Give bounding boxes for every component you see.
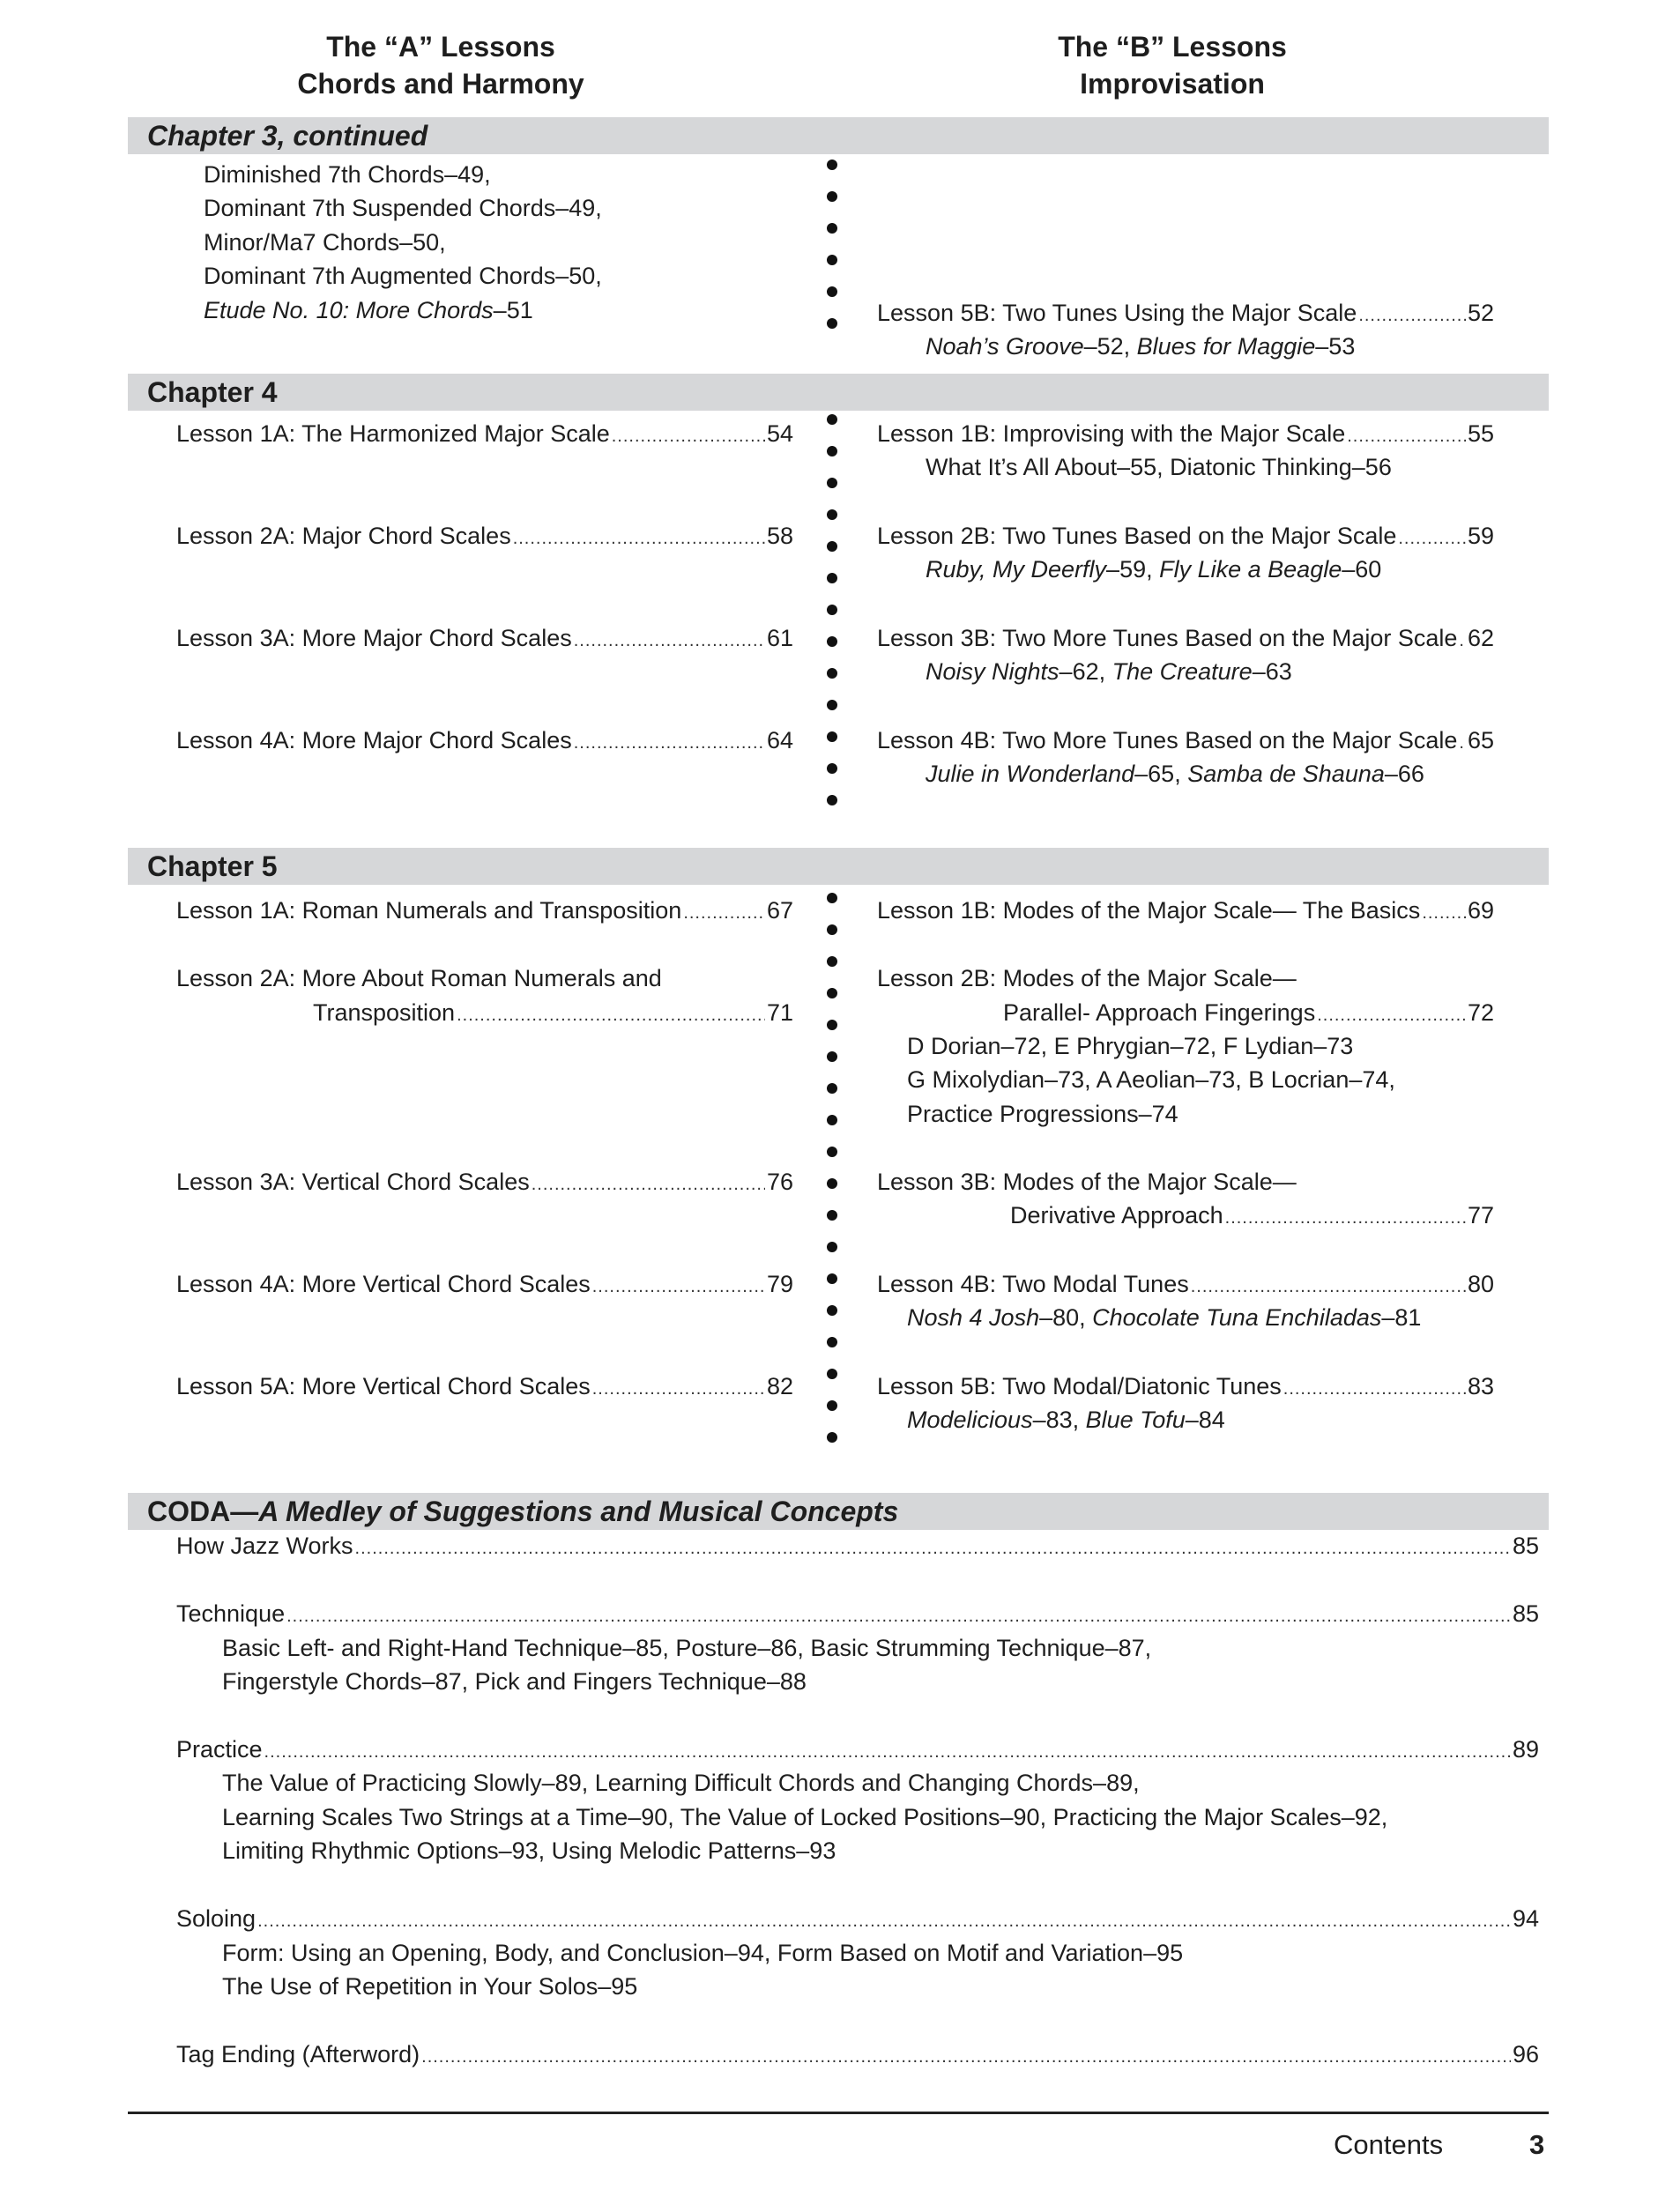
- toc-entry-title: Lesson 1B: Improvising with the Major Scale: [877, 420, 1346, 447]
- toc-entry-page: 65: [1467, 727, 1494, 753]
- practice-sub-2: Learning Scales Two Strings at a Time–90, The Value of Locked Positions–90, Practicing the Major Scales–92,: [222, 1804, 1388, 1830]
- divider-dot: [827, 763, 837, 774]
- column-a-header-line2: Chords and Harmony: [297, 68, 584, 100]
- tune-page: –81: [1381, 1304, 1422, 1331]
- dot-leader: [1398, 519, 1466, 553]
- dot-leader: [355, 1529, 1511, 1563]
- divider-dot: [827, 1432, 837, 1443]
- toc-entry-title: Tag Ending (Afterword): [176, 2041, 420, 2067]
- toc-entry-title: Lesson 4B: Two Modal Tunes: [877, 1271, 1189, 1297]
- tune-title: Fly Like a Beagle: [1159, 556, 1342, 583]
- divider-dot: [827, 636, 837, 647]
- chapter-3-title-main: Chapter 3,: [147, 120, 286, 152]
- ch5-b-lesson-3b[interactable]: [1010, 1199, 1494, 1232]
- dot-leader: [1191, 1267, 1466, 1301]
- footer-page-number: 3: [1529, 2129, 1545, 2160]
- ch5-b-lesson-5b[interactable]: [877, 1370, 1494, 1403]
- divider-dot: [827, 956, 837, 967]
- chapter-4-band: [128, 374, 1549, 411]
- ch4-b2-tunes: [926, 553, 1381, 586]
- toc-entry-title: Lesson 2A: Major Chord Scales: [176, 523, 511, 549]
- ch5-b2-sub-1: D Dorian–72, E Phrygian–72, F Lydian–73: [907, 1033, 1354, 1059]
- toc-entry-page: 62: [1467, 625, 1494, 651]
- tune-title: Nosh 4 Josh: [907, 1304, 1040, 1331]
- divider-dot: [827, 1083, 837, 1094]
- divider-dot: [827, 1051, 837, 1062]
- divider-dot: [827, 988, 837, 998]
- tune-page: –80,: [1039, 1304, 1093, 1331]
- toc-entry-title: Lesson 2B: Two Tunes Based on the Major Scale: [877, 523, 1397, 549]
- toc-entry-page: 85: [1512, 1533, 1539, 1559]
- ch5-a-lesson-3a[interactable]: [176, 1165, 793, 1199]
- toc-entry-page: 83: [1467, 1373, 1494, 1399]
- toc-entry-title: Lesson 5B: Two Tunes Using the Major Scale: [877, 300, 1357, 326]
- dot-leader: [457, 996, 765, 1029]
- ch4-b-lesson-4b[interactable]: [877, 724, 1494, 757]
- toc-entry-title: Technique: [176, 1600, 286, 1627]
- toc-entry-title: How Jazz Works: [176, 1533, 353, 1559]
- chapter-3-title: [147, 119, 428, 152]
- toc-entry-page: 94: [1512, 1905, 1539, 1932]
- soloing-sub-2: The Use of Repetition in Your Solos–95: [222, 1973, 638, 2000]
- tune-page: –84: [1185, 1407, 1225, 1433]
- tune-page: –53: [1315, 333, 1356, 360]
- chapter-3-title-continued: continued: [285, 120, 428, 152]
- ch3-etude: [204, 293, 533, 327]
- ch5-b-lesson-4b[interactable]: [877, 1267, 1494, 1301]
- toc-entry-title: Lesson 1A: Roman Numerals and Transposition: [176, 897, 682, 924]
- tune-title: Blue Tofu: [1085, 1407, 1186, 1433]
- technique-sub-1: Basic Left- and Right-Hand Technique–85, Posture–86, Basic Strumming Technique–87,: [222, 1635, 1152, 1661]
- tune-page: –60: [1342, 556, 1382, 583]
- dot-leader: [574, 724, 765, 757]
- chapter-5-band: [128, 848, 1549, 885]
- ch3-a-line-4: Dominant 7th Augmented Chords–50,: [204, 263, 602, 289]
- ch4-b1-subtopics: What It’s All About–55, Diatonic Thinking–56: [926, 454, 1392, 480]
- ch5-b4-tunes: [907, 1301, 1421, 1334]
- tune-page: –62,: [1059, 658, 1112, 685]
- ch4-b-lesson-3b[interactable]: [877, 621, 1494, 655]
- dot-leader: [513, 519, 765, 553]
- column-a-header-line1: The “A” Lessons: [326, 31, 555, 63]
- tune-page: –65,: [1134, 761, 1188, 787]
- ch5-b-lesson-1b[interactable]: [877, 894, 1494, 927]
- dot-leader: [264, 1733, 1511, 1766]
- divider-dot: [827, 573, 837, 583]
- toc-entry-page: 67: [766, 897, 793, 924]
- toc-entry-page: 52: [1467, 300, 1494, 326]
- ch3-a-line-3: Minor/Ma7 Chords–50,: [204, 229, 446, 256]
- toc-entry-page: 80: [1467, 1271, 1494, 1297]
- toc-entry-title: Lesson 5A: More Vertical Chord Scales: [176, 1373, 591, 1399]
- dot-leader: [1459, 621, 1466, 655]
- toc-entry-page: 89: [1512, 1736, 1539, 1763]
- ch3-a-line-1: Diminished 7th Chords–49,: [204, 161, 491, 188]
- ch4-a-lesson-1a[interactable]: [176, 417, 793, 450]
- footer-section-label: Contents: [1334, 2129, 1444, 2160]
- toc-entry-page: 76: [766, 1169, 793, 1195]
- tune-title: Julie in Wonderland: [926, 761, 1135, 787]
- ch3-etude-title: Etude No. 10: More Chords: [204, 297, 494, 323]
- tune-title: Samba de Shauna: [1187, 761, 1385, 787]
- column-b-header-line2: Improvisation: [1080, 68, 1265, 100]
- divider-dot: [827, 1400, 837, 1411]
- toc-entry-page: 77: [1467, 1202, 1494, 1228]
- ch4-b3-tunes: [926, 655, 1292, 688]
- dot-leader: [683, 894, 765, 927]
- toc-entry-title: Derivative Approach: [1010, 1202, 1223, 1228]
- divider-dot: [827, 1369, 837, 1379]
- coda-title: [147, 1495, 898, 1528]
- tune-title: Chocolate Tuna Enchiladas: [1092, 1304, 1382, 1331]
- toc-entry-title: Lesson 4A: More Vertical Chord Scales: [176, 1271, 591, 1297]
- divider-dot: [827, 286, 837, 297]
- divider-dot: [827, 1115, 837, 1125]
- divider-dot: [827, 191, 837, 202]
- tune-title: Blues for Maggie: [1136, 333, 1316, 360]
- column-b-header-line1: The “B” Lessons: [1058, 31, 1287, 63]
- ch5-b-lesson-3b-line1[interactable]: Lesson 3B: Modes of the Major Scale—: [877, 1169, 1297, 1195]
- divider-dot: [827, 1273, 837, 1284]
- coda-band: [128, 1493, 1549, 1530]
- divider-dot: [827, 255, 837, 265]
- toc-entry-page: 55: [1467, 420, 1494, 447]
- dot-leader: [1459, 724, 1466, 757]
- ch5-b-lesson-2b[interactable]: [1003, 996, 1494, 1029]
- ch5-a-lesson-5a[interactable]: [176, 1370, 793, 1403]
- divider-dot: [827, 446, 837, 457]
- ch3-etude-page: –51: [493, 297, 533, 323]
- toc-entry-title: Parallel- Approach Fingerings: [1003, 999, 1316, 1026]
- coda-title-main: CODA—: [147, 1496, 259, 1527]
- tune-title: Noisy Nights: [926, 658, 1059, 685]
- dot-leader: [592, 1267, 765, 1301]
- toc-entry-page: 58: [766, 523, 793, 549]
- divider-dot: [827, 223, 837, 234]
- toc-entry-title: Transposition: [313, 999, 456, 1026]
- ch4-b-lesson-1b[interactable]: [877, 417, 1494, 450]
- dot-leader: [1225, 1199, 1466, 1232]
- coda-entry-tag-ending[interactable]: [176, 2038, 1539, 2071]
- ch3-a-line-2: Dominant 7th Suspended Chords–49,: [204, 195, 602, 221]
- toc-entry-page: 61: [766, 625, 793, 651]
- coda-title-subtitle: A Medley of Suggestions and Musical Concepts: [258, 1496, 899, 1527]
- column-b-header: [996, 28, 1349, 102]
- toc-entry-title: Lesson 3B: Two More Tunes Based on the Major Scale: [877, 625, 1458, 651]
- divider-dot: [827, 795, 837, 805]
- soloing-sub-1: Form: Using an Opening, Body, and Conclusion–94, Form Based on Motif and Variation–95: [222, 1940, 1184, 1966]
- ch5-a-lesson-2a[interactable]: [313, 996, 793, 1029]
- divider-dot: [827, 668, 837, 679]
- ch4-b-lesson-2b[interactable]: [877, 519, 1494, 553]
- ch4-a-lesson-2a[interactable]: [176, 519, 793, 553]
- dot-leader: [1358, 296, 1466, 330]
- divider-dot: [827, 1020, 837, 1030]
- divider-dot: [827, 1147, 837, 1157]
- divider-dot: [827, 924, 837, 935]
- toc-entry-title: Lesson 4A: More Major Chord Scales: [176, 727, 572, 753]
- dot-leader: [257, 1902, 1511, 1935]
- divider-dot: [827, 1210, 837, 1221]
- tune-page: –66: [1384, 761, 1424, 787]
- ch5-a-lesson-1a[interactable]: [176, 894, 793, 927]
- toc-entry-title: Lesson 4B: Two More Tunes Based on the Major Scale: [877, 727, 1458, 753]
- toc-entry-page: 54: [766, 420, 793, 447]
- tune-page: –63: [1252, 658, 1292, 685]
- ch4-a-lesson-4a[interactable]: [176, 724, 793, 757]
- dot-leader: [1347, 417, 1466, 450]
- dot-leader: [1283, 1370, 1466, 1403]
- coda-entry-practice[interactable]: [176, 1733, 1539, 1766]
- dot-leader: [1422, 894, 1466, 927]
- toc-entry-page: 82: [766, 1373, 793, 1399]
- divider-dot: [827, 700, 837, 710]
- dot-leader: [1317, 996, 1466, 1029]
- toc-entry-page: 72: [1467, 999, 1494, 1026]
- ch5-b5-tunes: [907, 1403, 1225, 1436]
- chapter-4-title: Chapter 4: [147, 376, 278, 408]
- divider-dot: [827, 414, 837, 425]
- ch5-b2-sub-2: G Mixolydian–73, A Aeolian–73, B Locrian–74,: [907, 1066, 1395, 1093]
- tune-page: –59,: [1106, 556, 1160, 583]
- toc-entry-page: 85: [1512, 1600, 1539, 1627]
- footer-rule: [128, 2112, 1549, 2114]
- coda-entry-soloing[interactable]: [176, 1902, 1539, 1935]
- dot-leader: [421, 2038, 1511, 2071]
- technique-sub-2: Fingerstyle Chords–87, Pick and Fingers Technique–88: [222, 1668, 807, 1695]
- divider-dot: [827, 318, 837, 329]
- divider-dot: [827, 1337, 837, 1347]
- ch5-b2-sub-3: Practice Progressions–74: [907, 1101, 1178, 1127]
- toc-entry-title: Lesson 5B: Two Modal/Diatonic Tunes: [877, 1373, 1282, 1399]
- column-a-header: [264, 28, 617, 102]
- dot-leader: [532, 1165, 765, 1199]
- toc-entry-page: 71: [766, 999, 793, 1026]
- coda-entry-technique[interactable]: [176, 1597, 1539, 1630]
- tune-title: Noah’s Groove: [926, 333, 1084, 360]
- toc-entry-title: Lesson 3A: Vertical Chord Scales: [176, 1169, 530, 1195]
- divider-dot: [827, 1305, 837, 1316]
- tune-title: Ruby, My Deerfly: [926, 556, 1107, 583]
- toc-entry-title: Soloing: [176, 1905, 257, 1932]
- ch5-b-lesson-2b-line1[interactable]: Lesson 2B: Modes of the Major Scale—: [877, 965, 1297, 991]
- divider-dot: [827, 605, 837, 615]
- divider-dot: [827, 1178, 837, 1189]
- ch4-a-lesson-3a[interactable]: [176, 621, 793, 655]
- dot-leader: [574, 621, 765, 655]
- toc-entry-page: 59: [1467, 523, 1494, 549]
- toc-entry-page: 79: [766, 1271, 793, 1297]
- divider-dot: [827, 478, 837, 488]
- chapter-3-band: [128, 117, 1549, 154]
- divider-dot: [827, 1242, 837, 1252]
- divider-dot: [827, 893, 837, 903]
- toc-entry-title: Lesson 1B: Modes of the Major Scale— The Basics: [877, 897, 1421, 924]
- practice-sub-1: The Value of Practicing Slowly–89, Learning Difficult Chords and Changing Chords–89,: [222, 1770, 1140, 1796]
- dot-leader: [612, 417, 765, 450]
- toc-entry-page: 64: [766, 727, 793, 753]
- dot-leader: [592, 1370, 765, 1403]
- tune-title: Modelicious: [907, 1407, 1033, 1433]
- divider-dot: [827, 541, 837, 552]
- toc-entry-page: 96: [1512, 2041, 1539, 2067]
- ch3-b-tunes: [926, 330, 1355, 363]
- divider-dot: [827, 509, 837, 520]
- ch3-b-lesson-5b[interactable]: [877, 296, 1494, 330]
- toc-entry-title: Lesson 3A: More Major Chord Scales: [176, 625, 572, 651]
- practice-sub-3: Limiting Rhythmic Options–93, Using Melodic Patterns–93: [222, 1837, 836, 1864]
- divider-dot: [827, 731, 837, 742]
- toc-entry-page: 69: [1467, 897, 1494, 924]
- ch5-a-lesson-4a[interactable]: [176, 1267, 793, 1301]
- divider-dot: [827, 160, 837, 170]
- toc-entry-title: Practice: [176, 1736, 263, 1763]
- dot-leader: [286, 1597, 1511, 1630]
- ch4-b4-tunes: [926, 757, 1424, 791]
- chapter-5-title: Chapter 5: [147, 850, 278, 882]
- tune-title: The Creature: [1112, 658, 1253, 685]
- ch5-a-lesson-2a-line1[interactable]: Lesson 2A: More About Roman Numerals and: [176, 965, 662, 991]
- coda-entry-how-jazz-works[interactable]: [176, 1529, 1539, 1563]
- toc-entry-title: Lesson 1A: The Harmonized Major Scale: [176, 420, 610, 447]
- tune-page: –83,: [1032, 1407, 1086, 1433]
- tune-page: –52,: [1083, 333, 1137, 360]
